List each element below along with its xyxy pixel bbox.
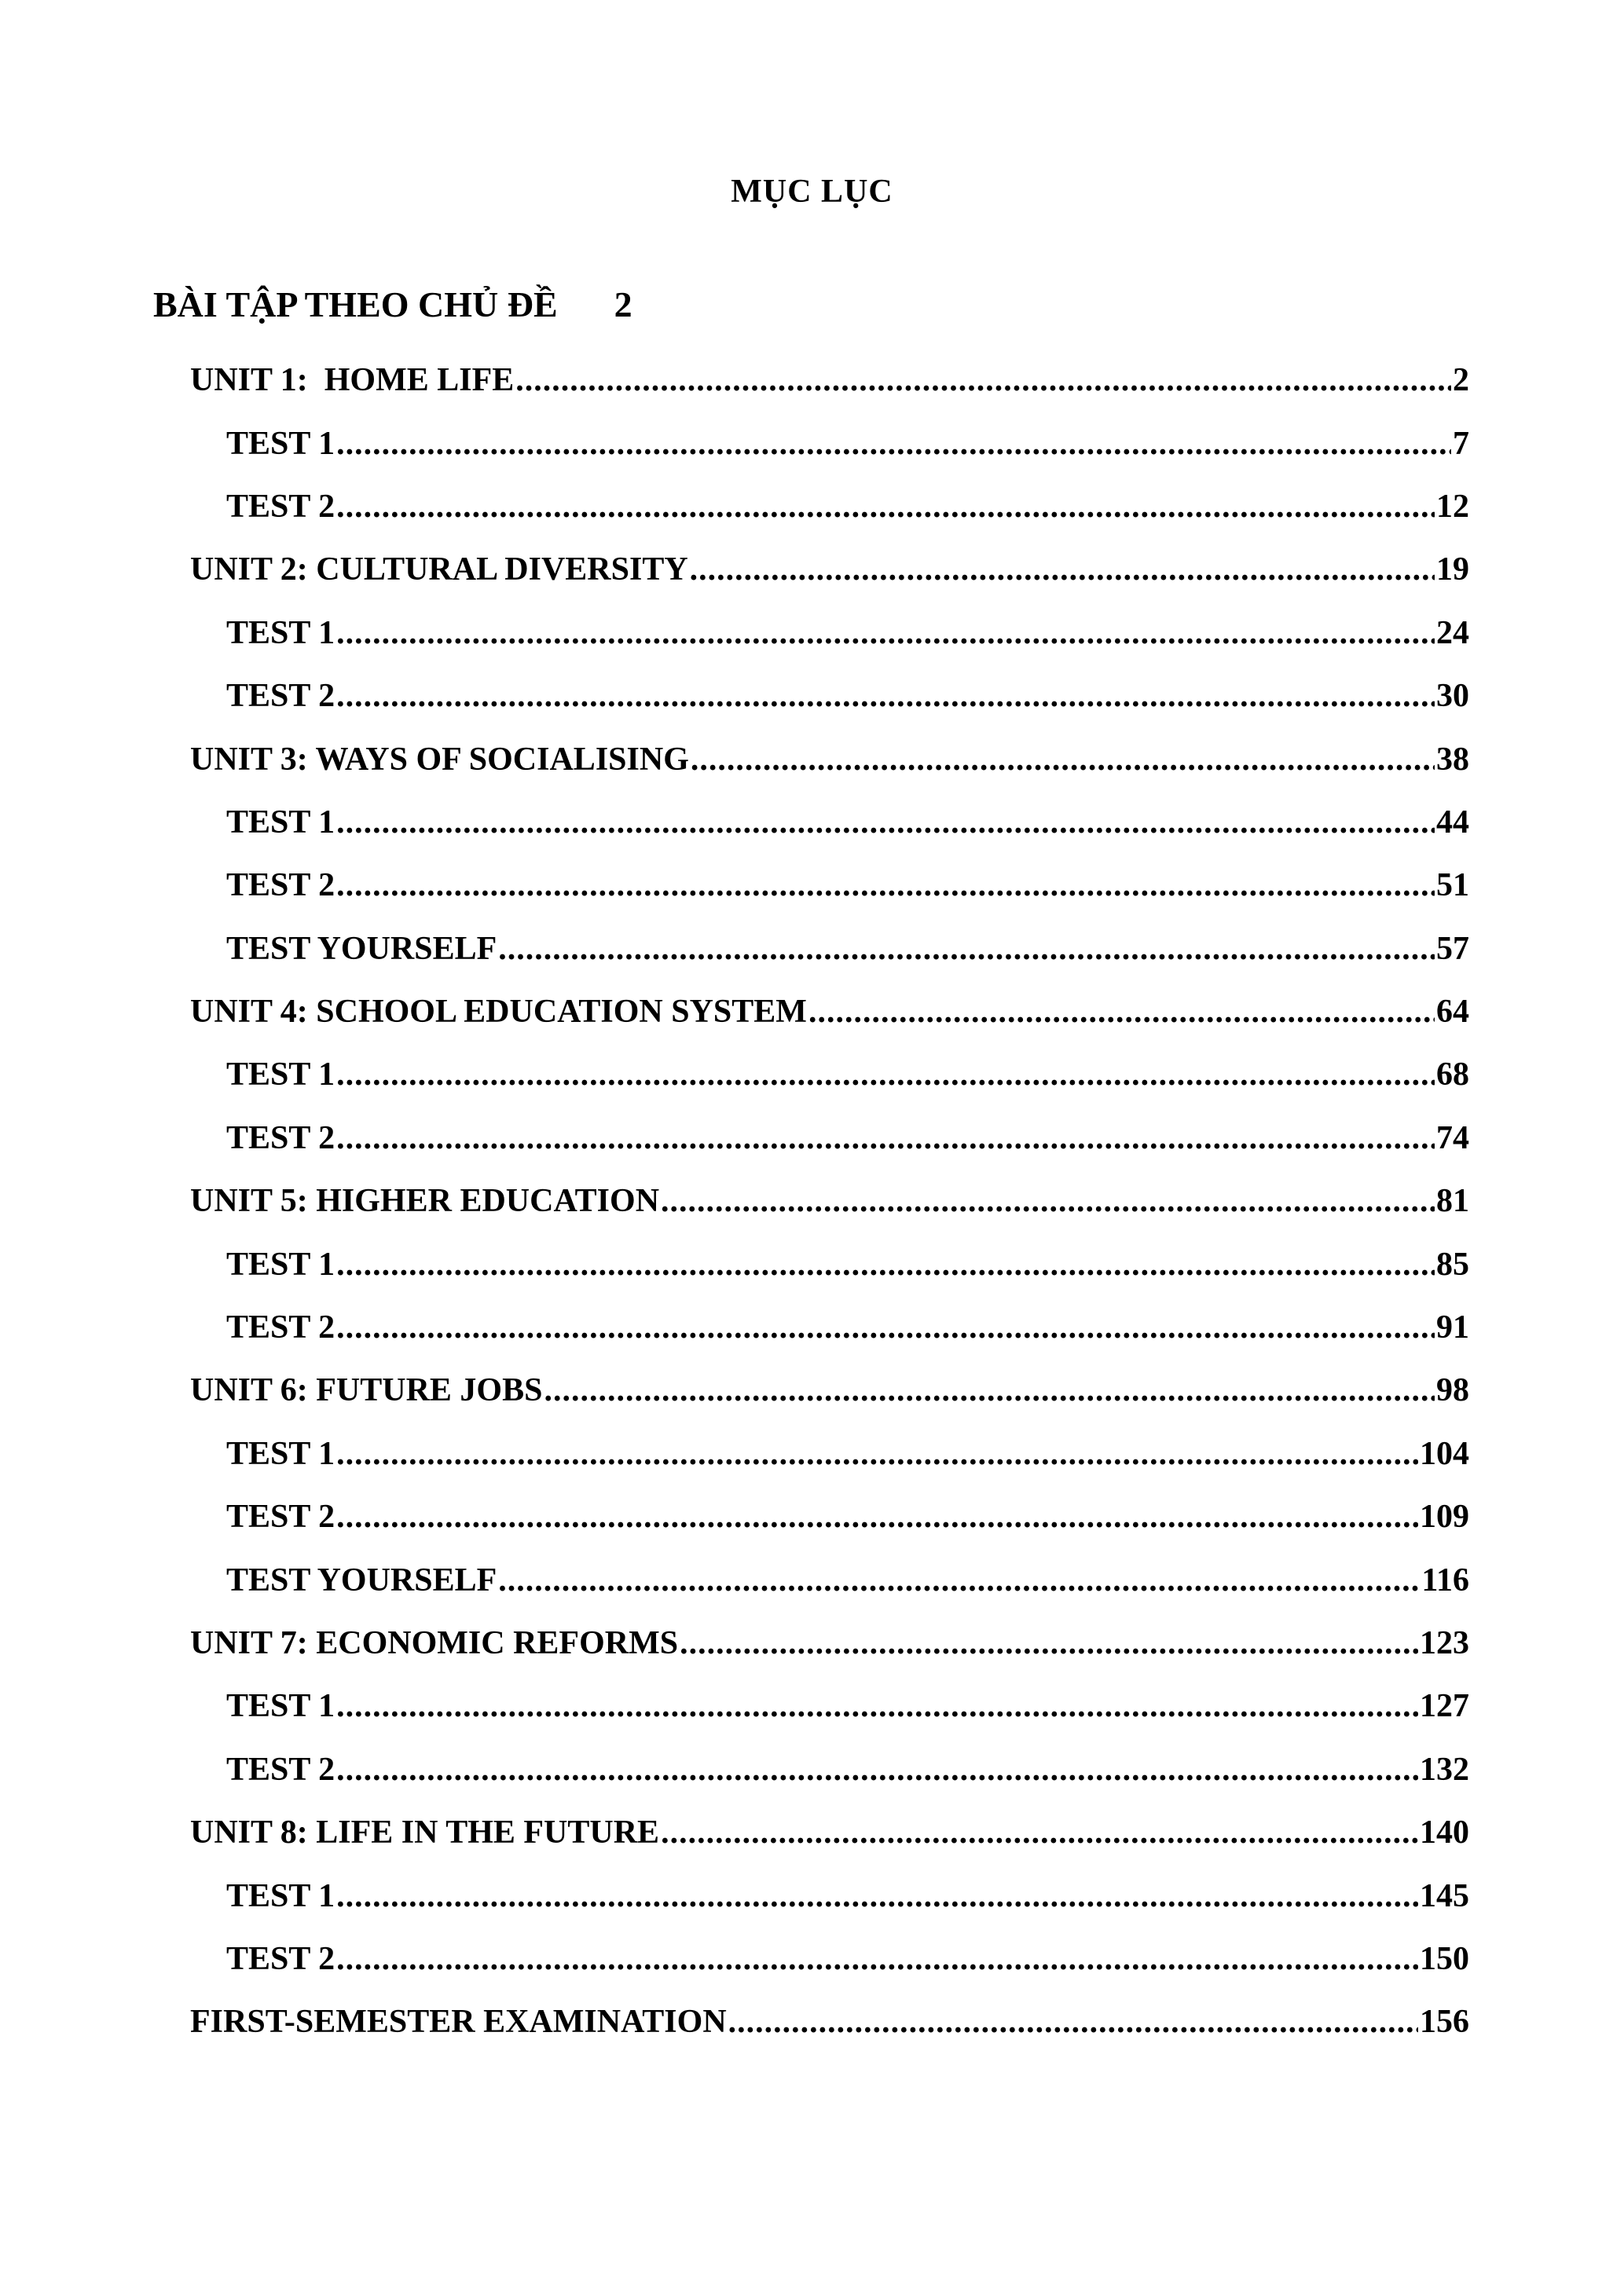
toc-dot-leader bbox=[336, 802, 1435, 843]
section-heading-page-number: 2 bbox=[614, 284, 632, 324]
toc-entry-label: TEST 2 bbox=[226, 1751, 335, 1788]
toc-entry-page-number: 68 bbox=[1436, 1056, 1469, 1093]
toc-entry-page-number: 91 bbox=[1436, 1309, 1469, 1346]
toc-unit-entry[interactable] bbox=[190, 980, 1469, 1043]
toc-unit-entry[interactable] bbox=[190, 727, 1469, 790]
toc-dot-leader bbox=[336, 1118, 1435, 1159]
toc-entry-page-number: 38 bbox=[1436, 741, 1469, 778]
toc-sub-entry[interactable] bbox=[226, 1043, 1469, 1106]
toc-entry-page-number: 127 bbox=[1420, 1688, 1469, 1725]
toc-entry-label: TEST 2 bbox=[226, 867, 335, 904]
toc-entry-label: UNIT 3: WAYS OF SOCIALISING bbox=[190, 741, 689, 778]
toc-entry-label: TEST 2 bbox=[226, 1309, 335, 1346]
toc-unit-entry[interactable] bbox=[190, 1170, 1469, 1232]
toc-sub-entry[interactable] bbox=[226, 917, 1469, 980]
toc-entry-label: UNIT 4: SCHOOL EDUCATION SYSTEM bbox=[190, 994, 807, 1031]
toc-sub-entry[interactable] bbox=[226, 1928, 1469, 1990]
toc-entry-page-number: 30 bbox=[1436, 678, 1469, 715]
toc-entry-label: UNIT 2: CULTURAL DIVERSITY bbox=[190, 551, 688, 588]
toc-dot-leader bbox=[336, 613, 1435, 654]
toc-entry-label: TEST 1 bbox=[226, 1688, 335, 1725]
toc-sub-entry[interactable] bbox=[226, 1738, 1469, 1801]
toc-entry-page-number: 140 bbox=[1420, 1814, 1469, 1851]
toc-dot-leader bbox=[691, 739, 1435, 780]
toc-entry-page-number: 85 bbox=[1436, 1246, 1469, 1283]
toc-entry-label: TEST 1 bbox=[226, 804, 335, 840]
toc-entry-page-number: 57 bbox=[1436, 930, 1469, 967]
toc-entry-page-number: 74 bbox=[1436, 1119, 1469, 1156]
toc-dot-leader bbox=[498, 928, 1435, 969]
toc-entry-label: TEST 2 bbox=[226, 488, 335, 525]
toc-sub-entry[interactable] bbox=[226, 1548, 1469, 1611]
toc-unit-entry[interactable] bbox=[190, 349, 1469, 412]
toc-sub-entry[interactable] bbox=[226, 1675, 1469, 1738]
toc-entry-page-number: 12 bbox=[1436, 488, 1469, 525]
toc-entry-label: TEST 1 bbox=[226, 1056, 335, 1093]
toc-dot-leader bbox=[690, 549, 1435, 590]
section-heading[interactable] bbox=[153, 283, 632, 327]
toc-sub-entry[interactable] bbox=[226, 1423, 1469, 1485]
toc-dot-leader bbox=[336, 676, 1435, 716]
toc-entry-label: FIRST-SEMESTER EXAMINATION bbox=[190, 2004, 727, 2041]
toc-dot-leader bbox=[336, 1876, 1418, 1917]
toc-dot-leader bbox=[661, 1181, 1435, 1221]
toc-entry-label: UNIT 8: LIFE IN THE FUTURE bbox=[190, 1814, 660, 1851]
toc-dot-leader bbox=[808, 991, 1435, 1032]
toc-entry-label: TEST 1 bbox=[226, 1246, 335, 1283]
toc-entry-label: TEST 1 bbox=[226, 1877, 335, 1914]
toc-entry-page-number: 98 bbox=[1436, 1372, 1469, 1409]
toc-unit-entry[interactable] bbox=[190, 538, 1469, 601]
toc-sub-entry[interactable] bbox=[226, 1864, 1469, 1927]
toc-entry-page-number: 19 bbox=[1436, 551, 1469, 588]
toc-sub-entry[interactable] bbox=[226, 665, 1469, 727]
toc-entry-label: TEST 2 bbox=[226, 678, 335, 715]
toc-entry-page-number: 24 bbox=[1436, 614, 1469, 651]
toc-entry-label: TEST YOURSELF bbox=[226, 1562, 497, 1598]
toc-entry-page-number: 123 bbox=[1420, 1625, 1469, 1661]
toc-entry-label: TEST 2 bbox=[226, 1119, 335, 1156]
toc-sub-entry[interactable] bbox=[226, 854, 1469, 917]
toc-entry-page-number: 132 bbox=[1420, 1751, 1469, 1788]
toc-dot-leader bbox=[498, 1560, 1420, 1601]
toc-dot-leader bbox=[336, 1939, 1418, 1979]
toc-dot-leader bbox=[661, 1812, 1418, 1853]
toc-dot-leader bbox=[728, 2001, 1418, 2042]
toc-dot-leader bbox=[336, 486, 1435, 527]
toc-sub-entry[interactable] bbox=[226, 475, 1469, 538]
toc-entry-page-number: 64 bbox=[1436, 994, 1469, 1031]
toc-entry-label: TEST YOURSELF bbox=[226, 930, 497, 967]
toc-dot-leader bbox=[336, 1496, 1418, 1537]
toc-unit-entry[interactable] bbox=[190, 1990, 1469, 2053]
toc-dot-leader bbox=[336, 1686, 1418, 1727]
toc-unit-entry[interactable] bbox=[190, 1801, 1469, 1864]
toc-unit-entry[interactable] bbox=[190, 1359, 1469, 1422]
toc-entry-page-number: 7 bbox=[1453, 425, 1469, 462]
toc-dot-leader bbox=[336, 423, 1451, 464]
toc-dot-leader bbox=[336, 1307, 1435, 1348]
toc-sub-entry[interactable] bbox=[226, 1296, 1469, 1359]
toc-entry-page-number: 116 bbox=[1421, 1562, 1469, 1598]
toc-entry-label: TEST 1 bbox=[226, 425, 335, 462]
toc-sub-entry[interactable] bbox=[226, 602, 1469, 665]
toc-entry-page-number: 150 bbox=[1420, 1940, 1469, 1977]
toc-entry-label: UNIT 6: FUTURE JOBS bbox=[190, 1372, 543, 1409]
toc-sub-entry[interactable] bbox=[226, 1232, 1469, 1295]
toc-unit-entry[interactable] bbox=[190, 1612, 1469, 1675]
toc-dot-leader bbox=[544, 1370, 1435, 1411]
toc-entry-page-number: 51 bbox=[1436, 867, 1469, 904]
toc-entry-page-number: 156 bbox=[1420, 2004, 1469, 2041]
toc-entry-label: UNIT 7: ECONOMIC REFORMS bbox=[190, 1625, 679, 1661]
toc-entry-label: TEST 1 bbox=[226, 1435, 335, 1472]
toc-entry-page-number: 81 bbox=[1436, 1183, 1469, 1220]
toc-sub-entry[interactable] bbox=[226, 1107, 1469, 1170]
toc-dot-leader bbox=[336, 1244, 1435, 1285]
toc-dot-leader bbox=[336, 1054, 1435, 1095]
toc-sub-entry[interactable] bbox=[226, 791, 1469, 854]
toc-dot-leader bbox=[336, 865, 1435, 906]
toc-sub-entry[interactable] bbox=[226, 1485, 1469, 1548]
toc-dot-leader bbox=[336, 1749, 1418, 1790]
toc-dot-leader bbox=[336, 1434, 1418, 1474]
toc-entry-label: UNIT 1: HOME LIFE bbox=[190, 362, 515, 399]
toc-entry-label: TEST 2 bbox=[226, 1499, 335, 1536]
table-of-contents bbox=[0, 349, 1624, 2054]
toc-entry-page-number: 44 bbox=[1436, 804, 1469, 840]
page-title: MỤC LỤC bbox=[731, 174, 893, 210]
toc-sub-entry[interactable] bbox=[226, 412, 1469, 474]
toc-entry-label: TEST 1 bbox=[226, 614, 335, 651]
toc-entry-page-number: 2 bbox=[1453, 362, 1469, 399]
toc-entry-label: TEST 2 bbox=[226, 1940, 335, 1977]
toc-dot-leader bbox=[515, 360, 1451, 401]
toc-entry-page-number: 109 bbox=[1420, 1499, 1469, 1536]
toc-entry-page-number: 145 bbox=[1420, 1877, 1469, 1914]
toc-dot-leader bbox=[680, 1623, 1418, 1664]
toc-entry-page-number: 104 bbox=[1420, 1435, 1469, 1472]
toc-entry-label: UNIT 5: HIGHER EDUCATION bbox=[190, 1183, 660, 1220]
section-heading-label: BÀI TẬP THEO CHỦ ĐỀ bbox=[153, 284, 558, 324]
